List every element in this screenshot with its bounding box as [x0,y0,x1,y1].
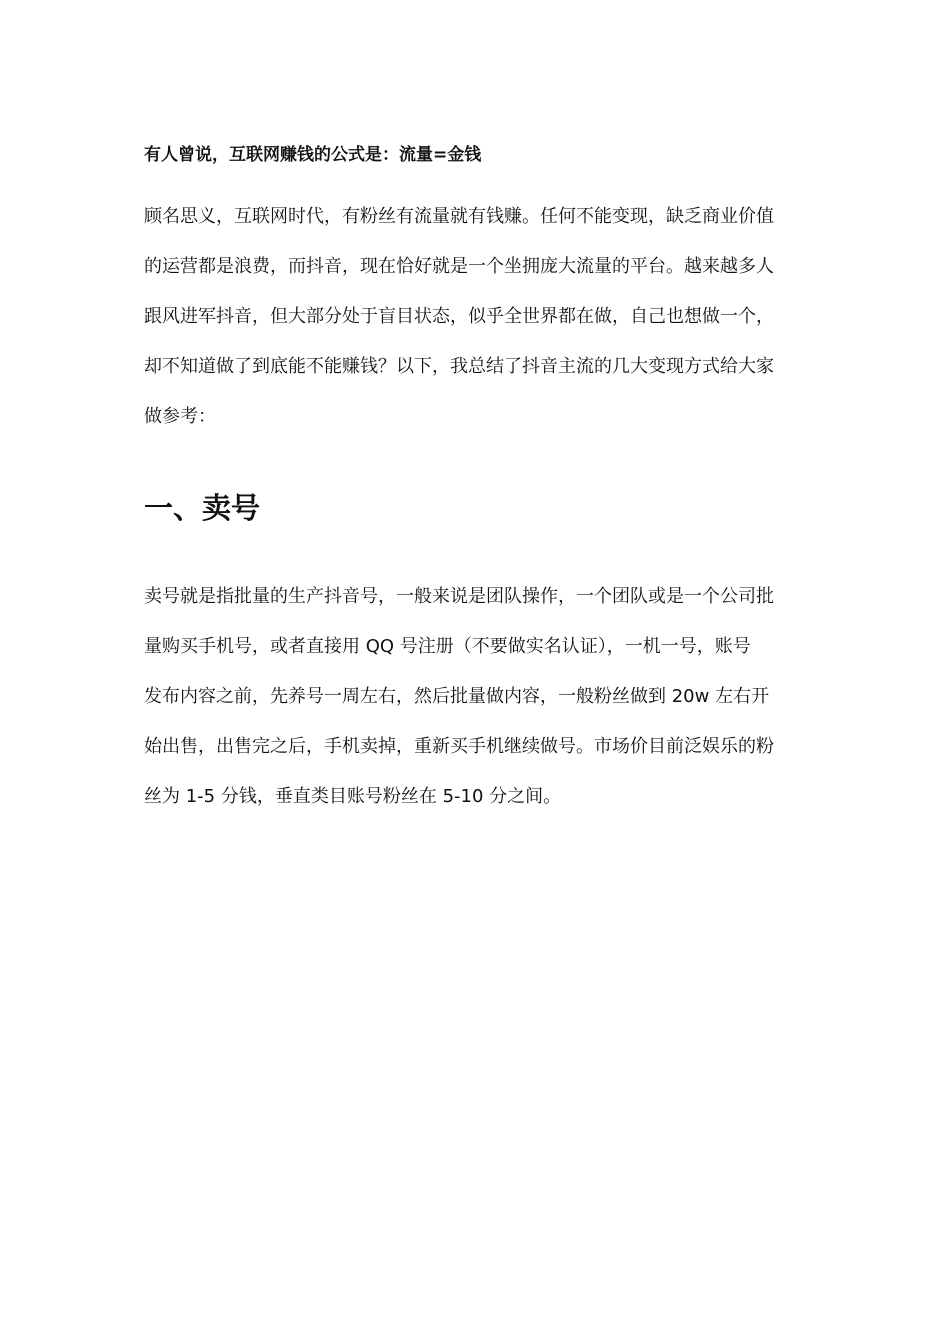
intro-line: 却不知道做了到底能不能赚钱？以下，我总结了抖音主流的几大变现方式给大家 [144,356,774,377]
section-line: 量购买手机号，或者直接用 QQ 号注册（不要做实名认证），一机一号，账号 [144,636,751,657]
section-line: 发布内容之前，先养号一周左右，然后批量做内容，一般粉丝做到 20w 左右开 [144,686,770,707]
section-heading: 一、卖号 [144,491,261,525]
intro-line: 的运营都是浪费，而抖音，现在恰好就是一个坐拥庞大流量的平台。越来越多人 [144,256,774,277]
section-line: 始出售，出售完之后，手机卖掉，重新买手机继续做号。市场价目前泛娱乐的粉 [144,736,774,757]
intro-paragraph [144,192,808,442]
section-line: 丝为 1-5 分钱，垂直类目账号粉丝在 5-10 分之间。 [144,786,562,807]
section-line: 卖号就是指批量的生产抖音号，一般来说是团队操作，一个团队或是一个公司批 [144,586,774,607]
intro-line: 做参考： [144,406,216,427]
lead-statement: 有人曾说，互联网赚钱的公式是：流量=金钱 [144,145,482,165]
intro-line: 顾名思义，互联网时代，有粉丝有流量就有钱赚。任何不能变现，缺乏商业价值 [144,206,774,227]
section-paragraph [144,572,808,822]
intro-line: 跟风进军抖音，但大部分处于盲目状态，似乎全世界都在做，自己也想做一个， [144,306,774,327]
document-content [144,138,808,822]
